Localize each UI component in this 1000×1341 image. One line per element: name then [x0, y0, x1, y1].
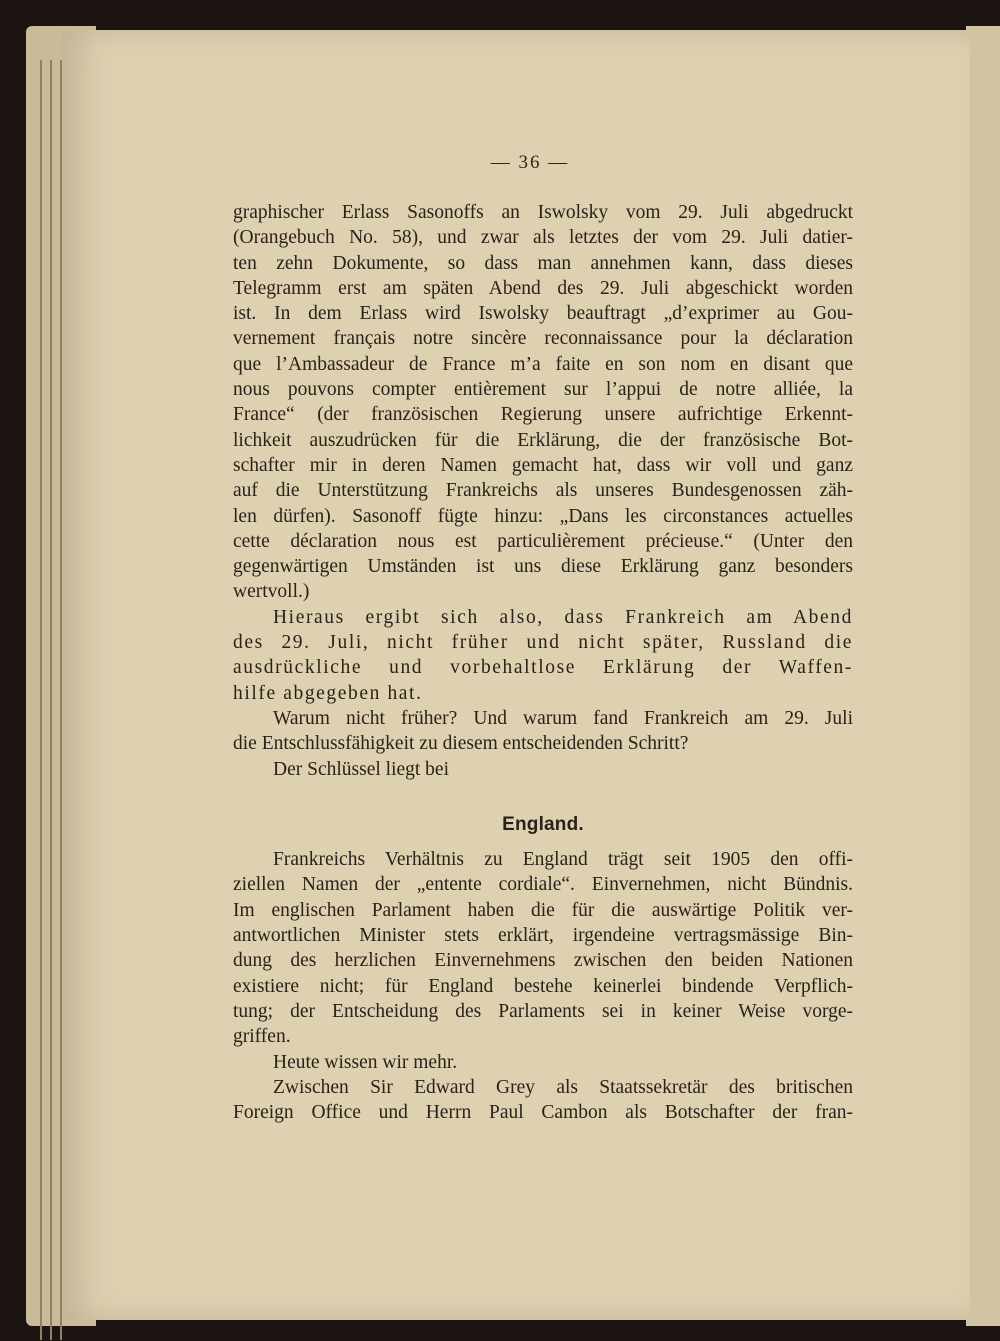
text-line: cette déclaration nous est particulièrement précieuse.“ (Unter den [233, 530, 853, 552]
text-line: vernement français notre sincère reconnaissance pour la déclaration [233, 328, 853, 350]
text-line: graphischer Erlass Sasonoffs an Iswolsky vom 29. Juli abgedruckt [233, 202, 853, 223]
text-line: ten zehn Dokumente, so dass man annehmen kann, dass dieses [233, 252, 853, 274]
text-line: schafter mir in deren Namen gemacht hat, dass wir voll und ganz [233, 454, 853, 476]
text-line: ziellen Namen der „entente cordiale“. Einvernehmen, nicht Bündnis. [233, 874, 853, 896]
page-edge-line [50, 60, 52, 1340]
text-line: des 29. Juli, nicht früher und nicht später, Russland die [233, 632, 853, 654]
text-line: len dürfen). Sasonoff fügte hinzu: „Dans les circonstances actuelles [233, 505, 853, 527]
text-line: hilfe abgegeben hat. [233, 682, 423, 704]
text-line: Foreign Office und Herrn Paul Cambon als Botschafter der fran- [233, 1102, 853, 1124]
text-line: ist. In dem Erlass wird Iswolsky beauftragt „d’exprimer au Gou- [233, 303, 853, 325]
paragraph-1 [233, 200, 853, 605]
paragraph-6 [233, 1050, 853, 1075]
text-line: Im englischen Parlament haben die für die auswärtige Politik ver- [233, 899, 853, 921]
paragraph-3 [233, 706, 853, 757]
text-line: Telegramm erst am späten Abend des 29. Juli abgeschickt worden [233, 277, 853, 299]
paragraph-7 [233, 1075, 853, 1126]
text-line: wertvoll.) [233, 581, 310, 603]
text-line: lichkeit auszudrücken für die Erklärung, die der französische Bot- [233, 429, 853, 451]
text-line: que l’Ambassadeur de France m’a faite en son nom en disant que [233, 353, 853, 375]
section-heading: England. [502, 813, 584, 835]
text-line: Zwischen Sir Edward Grey als Staatssekretär des britischen [273, 1076, 853, 1098]
text-line: gegenwärtigen Umständen ist uns diese Erklärung ganz besonders [233, 556, 853, 578]
text-line: die Entschlussfähigkeit zu diesem entscheidenden Schritt? [233, 733, 689, 755]
text-line: Hieraus ergibt sich also, dass Frankreich am Abend [273, 606, 853, 628]
body-text [233, 200, 853, 1125]
text-line: tung; der Entscheidung des Parlaments sei in keiner Weise vorge- [233, 1000, 853, 1022]
paragraph-2-emphasized [233, 605, 853, 706]
text-line: Der Schlüssel liegt bei [273, 758, 450, 780]
text-line: (Orangebuch No. 58), und zwar als letztes der vom 29. Juli datier- [233, 227, 853, 249]
text-line: Warum nicht früher? Und warum fand Frankreich am 29. Juli [273, 707, 853, 729]
text-line: existiere nicht; für England bestehe keinerlei bindende Verpflich- [233, 975, 853, 997]
paragraph-4 [233, 757, 853, 782]
next-page-edge [966, 26, 1000, 1326]
paragraph-5 [233, 847, 853, 1049]
text-line: Heute wissen wir mehr. [273, 1051, 458, 1073]
text-line: antwortlichen Minister stets erklärt, irgendeine vertragsmässige Bin- [233, 925, 853, 947]
text-line: ausdrückliche und vorbehaltlose Erklärung der Waffen- [233, 657, 853, 679]
text-line: Frankreichs Verhältnis zu England trägt seit 1905 den offi- [273, 849, 853, 871]
page-number: — 36 — [490, 152, 570, 173]
text-line: griffen. [233, 1026, 291, 1048]
page-edge-line [40, 60, 42, 1340]
text-line: France“ (der französischen Regierung unsere aufrichtige Erkennt- [233, 404, 853, 426]
text-line: dung des herzlichen Einvernehmens zwischen den beiden Nationen [233, 950, 853, 972]
text-line: auf die Unterstützung Frankreichs als unseres Bundesgenossen zäh- [233, 480, 853, 502]
text-line: nous pouvons compter entièrement sur l’appui de notre alliée, la [233, 379, 853, 401]
